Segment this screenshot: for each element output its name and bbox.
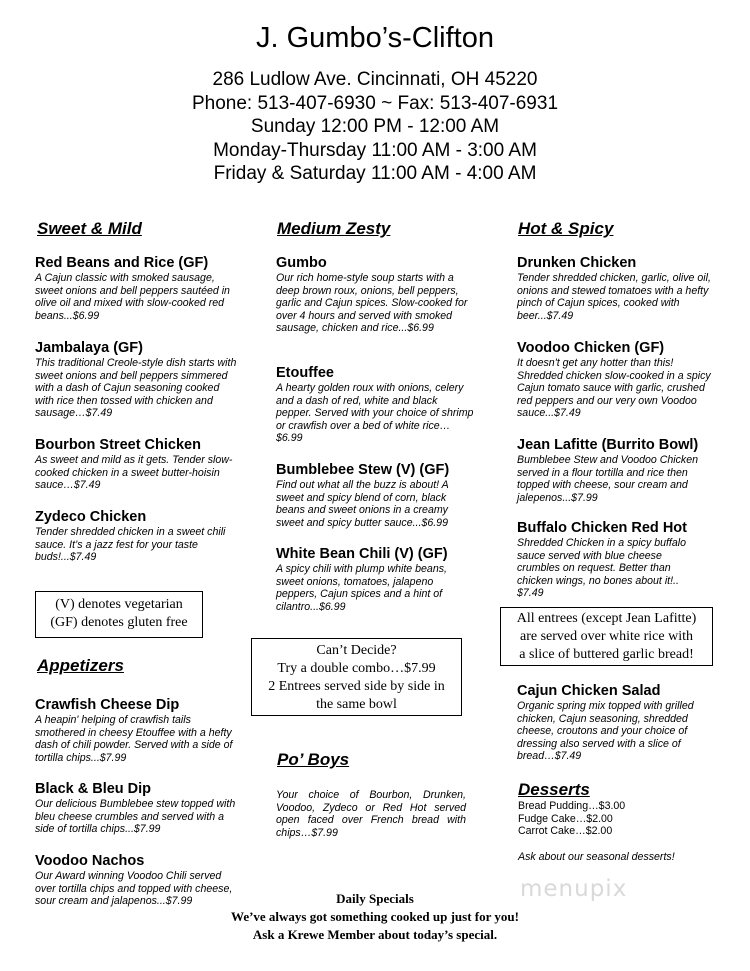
item-name: White Bean Chili (V) (GF) [276,546,448,562]
item-desc: A spicy chili with plump white beans, sweet onions, tomatoes, jalapeno peppers, Cajun spices and a hint of cilantro...$6.99 [276,563,447,613]
rice-note-line: All entrees (except Jean Lafitte) [516,611,697,626]
menu-item [35,340,240,420]
menu-item [35,697,240,764]
item-name: Cajun Chicken Salad [517,683,661,699]
item-desc: Find out what all the buzz is about! A sweet and spicy blend of corn, black beans and sweet onions in a creamy sweet and spicy butter sauce...$6.99 [276,479,449,529]
menu-item [517,520,707,600]
desserts-note: Ask about our seasonal desserts! [518,851,675,863]
menu-item [276,462,474,529]
section-heading-sweet-mild: Sweet & Mild [37,219,142,238]
legend-vegetarian: (V) denotes vegetarian [55,597,183,612]
item-name: Voodoo Chicken (GF) [517,340,665,356]
item-name: Zydeco Chicken [35,509,147,525]
dessert-item: Fudge Cake…$2.00 [518,812,613,825]
footer-line: Ask a Krewe Member about today’s special. [252,927,498,942]
item-desc: A hearty golden roux with onions, celery and a dash of red, white and black pepper. Served with your choice of shrimp or crawfish over a bed of white rice…$6.99 [276,382,474,445]
section-heading-po-boys: Po’ Boys [277,750,350,769]
diet-legend-box [35,591,203,638]
item-name: Jean Lafitte (Burrito Bowl) [517,437,699,453]
dessert-item: Carrot Cake…$2.00 [518,825,613,838]
combo-line: 2 Entrees served side by side in [268,679,445,694]
dessert-item: Bread Pudding…$3.00 [518,800,626,812]
watermark: menupix [520,876,628,902]
rice-note-box [500,607,713,666]
desserts-list [518,800,625,838]
po-boys-desc: Your choice of Bourbon, Drunken, Voodoo, Zydeco or Red Hot served open faced over French bread with chips…$7.99 [276,789,466,839]
item-desc: Shredded Chicken in a spicy buffalo sauce served with blue cheese crumbles on request. Better than chicken wings, no bones about it!.. $7.49 [517,537,687,600]
item-name: Jambalaya (GF) [35,340,143,356]
menu-item [276,365,474,445]
item-desc: This traditional Creole-style dish starts with sweet onions and bell peppers simmered with a dash of Cajun seasoning cooked with rice then tossed with chicken and sausage…$7.49 [35,357,237,420]
item-desc: A heapin' helping of crawfish tails smothered in cheesy Etouffee with a hefty dash of chili powder. Served with a side of tortilla chips...$7.99 [35,714,233,764]
menu-item [517,437,715,504]
item-desc: Our delicious Bumblebee stew topped with bleu cheese crumbles and served with a side of tortilla chips...$7.99 [35,798,236,836]
section-heading-medium-zesty: Medium Zesty [277,219,391,238]
menu-item [35,781,240,836]
daily-specials-footer [0,890,750,944]
combo-box [251,638,462,716]
item-name: Buffalo Chicken Red Hot [517,520,687,536]
section-heading-desserts: Desserts [518,780,590,799]
item-desc: Tender shredded chicken, garlic, olive oil, onions and stewed tomatoes with a hefty pinch of Cajun spices, cooked with beer...$7.49 [517,272,711,322]
menu-item [517,255,715,322]
menu-item [276,255,474,335]
menu-item [35,437,240,492]
item-desc: It doesn't get any hotter than this! Shredded chicken slow-cooked in a spicy Cajun tomato sauce with garlic, crushed red peppers and our very own Voodoo sauce...$7.49 [517,357,711,420]
item-name: Voodoo Nachos [35,853,145,869]
item-name: Drunken Chicken [517,255,637,271]
item-desc: Tender shredded chicken in a sweet chili sauce. It’s a jazz fest for your taste buds!...$7.49 [35,526,226,564]
section-heading-appetizers: Appetizers [37,656,124,675]
combo-line: Try a double combo…$7.99 [277,661,436,676]
menu-item [35,509,235,564]
menu-item [35,255,240,322]
menu-item [517,340,715,420]
hours-weekday: Monday-Thursday 11:00 AM - 3:00 AM [213,139,537,161]
item-desc: Organic spring mix topped with grilled chicken, Cajun seasoning, shredded cheese, croutons and your choice of dressing also served with a slice of bread…$7.49 [517,700,694,763]
legend-gluten-free: (GF) denotes gluten free [50,615,188,630]
rice-note-line: a slice of buttered garlic bread! [519,647,694,662]
item-name: Black & Bleu Dip [35,781,152,797]
item-name: Etouffee [276,365,334,381]
menu-item [517,683,712,763]
hours-weekend: Friday & Saturday 11:00 AM - 4:00 AM [213,163,537,184]
address: 286 Ludlow Ave. Cincinnati, OH 45220 [212,69,538,90]
item-name: Bumblebee Stew (V) (GF) [276,462,450,478]
menu-item [276,546,474,613]
item-name: Red Beans and Rice (GF) [35,255,209,271]
item-desc: As sweet and mild as it gets. Tender slow-cooked chicken in a sweet butter-hoisin sauce…$7.49 [35,454,233,492]
item-name: Crawfish Cheese Dip [35,697,180,713]
item-desc: Bumblebee Stew and Voodoo Chicken served in a flour tortilla and rice then topped with cheese, sour cream and jalepenos...$7.99 [517,454,698,504]
restaurant-title: J. Gumbo’s-Clifton [256,22,494,54]
footer-line: We’ve always got something cooked up just for you! [231,909,519,924]
item-desc: A Cajun classic with smoked sausage, sweet onions and bell peppers sautéed in olive oil and mixed with slow-cooked red beans...$6.99 [35,272,230,322]
item-name: Gumbo [276,255,327,271]
rice-note-line: are served over white rice with [520,629,693,644]
phone-fax: Phone: 513-407-6930 ~ Fax: 513-407-6931 [191,92,559,114]
footer-heading: Daily Specials [336,891,414,906]
hours-sunday: Sunday 12:00 PM - 12:00 AM [250,116,500,137]
combo-line: Can’t Decide? [316,643,397,658]
item-desc: Our Award winning Voodoo Chili served over tortilla chips and topped with cheese, sour cream and jalapenos...$7.99 [35,870,233,908]
section-heading-hot-spicy: Hot & Spicy [518,219,614,238]
item-desc: Our rich home-style soup starts with a deep brown roux, onions, bell peppers, garlic and Cajun spices. Slow-cooked for over 4 hours and served with smoked sausage, chicken and rice...$6.99 [276,272,468,335]
restaurant-info [0,68,750,186]
item-name: Bourbon Street Chicken [35,437,201,453]
combo-line: the same bowl [316,697,397,712]
